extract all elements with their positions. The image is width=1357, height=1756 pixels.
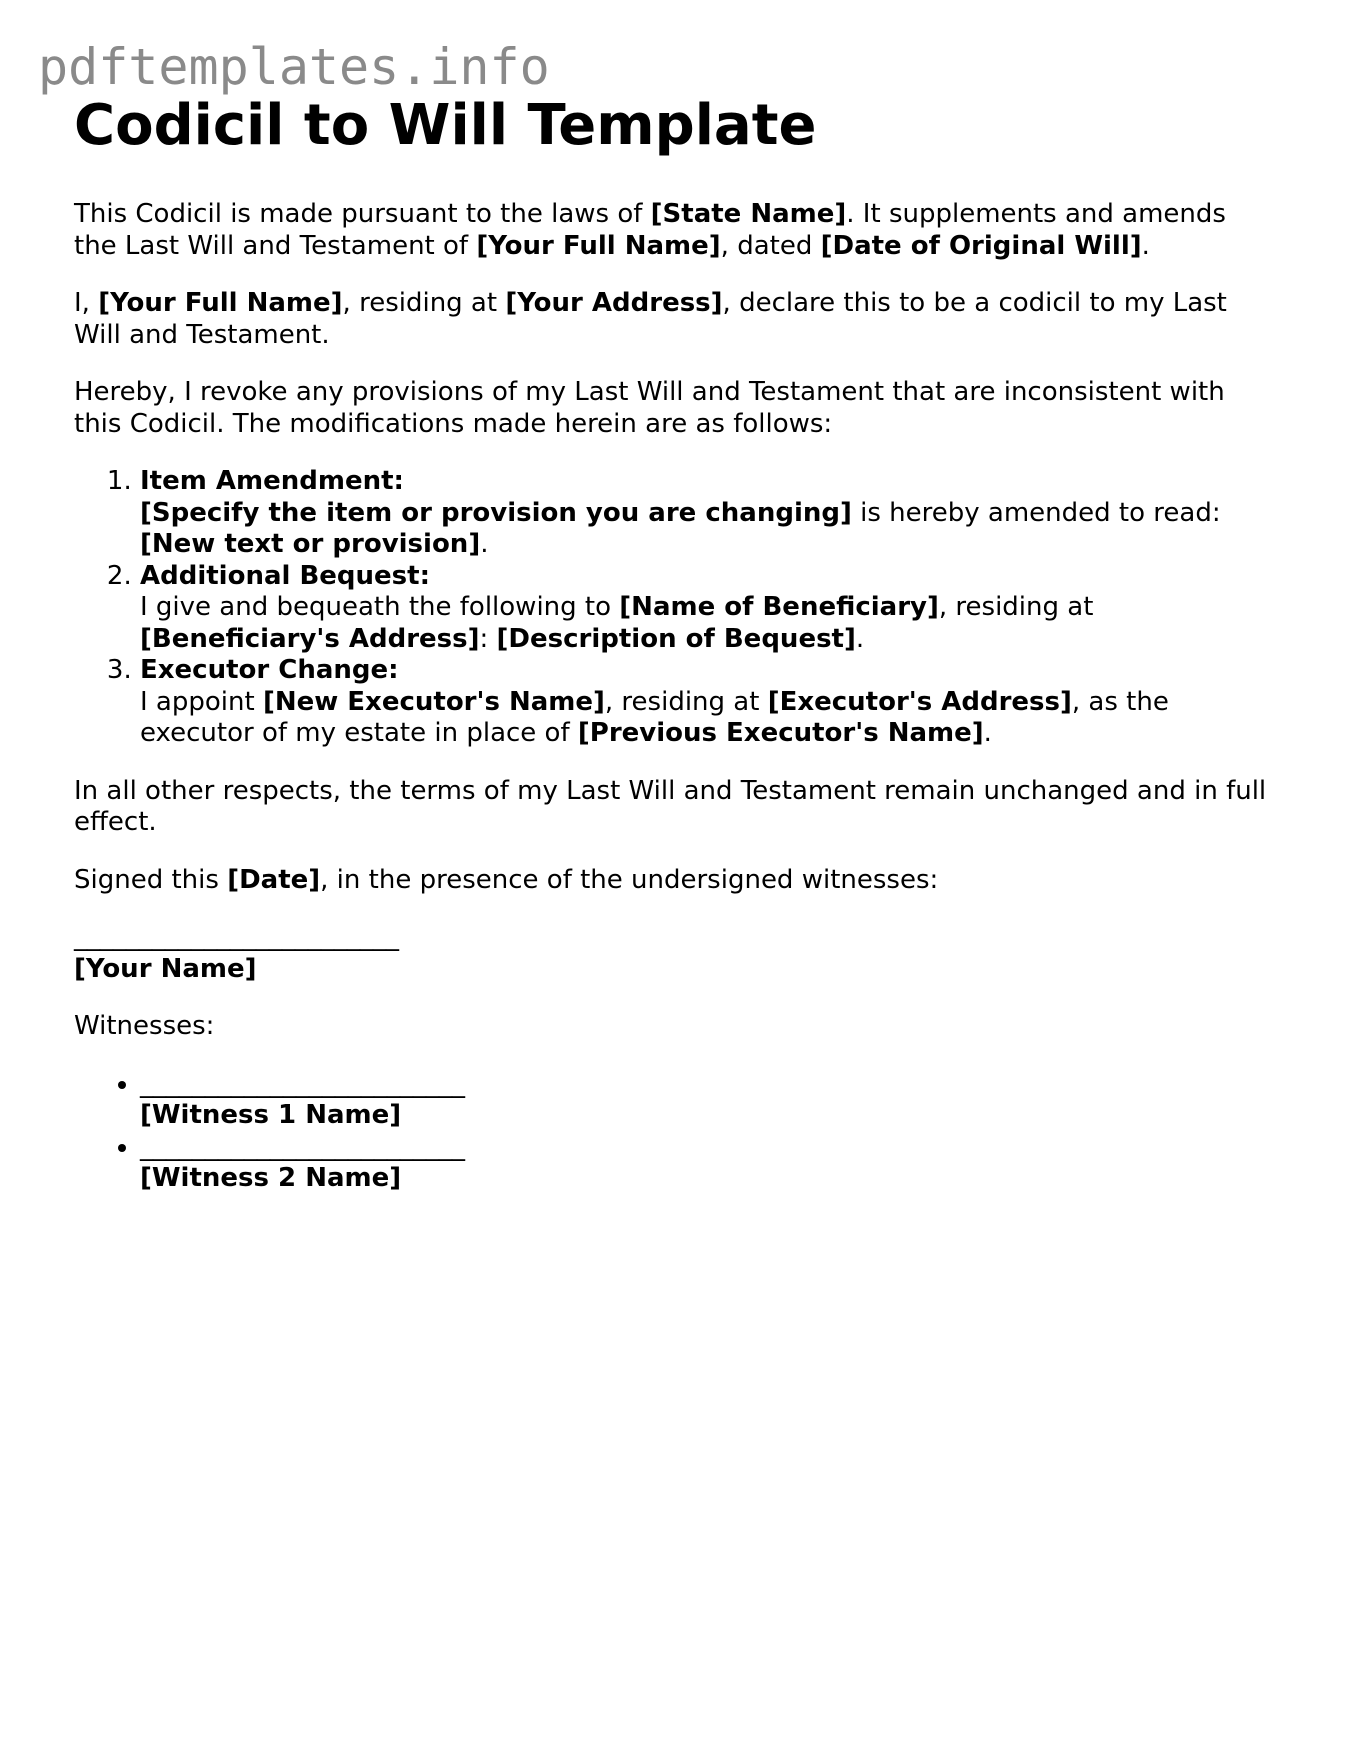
declaration-text: , declare this to be a codicil to my Last Will and Testament. [74,288,1227,350]
executor-address-placeholder: [Executor's Address] [767,686,1072,717]
declaration-text: , residing at [342,288,506,319]
declaration-paragraph [74,288,1274,351]
witness-name-placeholder: [Witness 1 Name] [140,1100,402,1131]
witness-signature-line: _________________________ [140,1131,465,1162]
item-placeholder: [Specify the item or provision you are changing] [140,497,852,528]
state-name-placeholder: [State Name] [650,199,847,230]
address-placeholder: [Your Address] [505,288,723,319]
list-item [140,561,1274,656]
item-heading: Executor Change: [140,655,399,686]
new-text-placeholder: [New text or provision] [140,529,481,560]
signed-paragraph [74,865,1274,897]
unchanged-paragraph: In all other respects, the terms of my Last Will and Testament remain unchanged and in full effect. [74,775,1267,838]
intro-paragraph [74,199,1274,262]
item-text: . [480,529,489,560]
item-text: is hereby amended to read: [851,497,1221,528]
witnesses-label: Witnesses: [74,1011,215,1042]
watermark: pdftemplates.info [38,38,550,96]
full-name-placeholder: [Your Full Name] [98,288,343,319]
beneficiary-address-placeholder: [Beneficiary's Address] [140,623,480,654]
previous-executor-name-placeholder: [Previous Executor's Name] [577,718,984,749]
bequest-description-placeholder: [Description of Bequest] [496,623,856,654]
declaration-text: I, [74,288,99,319]
item-heading: Item Amendment: [140,466,404,497]
intro-text: , dated [720,230,821,261]
item-text: , residing at [938,592,1094,623]
item-heading: Additional Bequest: [140,560,430,591]
signature-block [74,922,1274,985]
item-text: : [479,623,497,654]
full-name-placeholder: [Your Full Name] [476,230,721,261]
item-text: I give and bequeath the following to [140,592,620,623]
item-text: , as the executor of my estate in place of [140,686,1169,749]
list-item [140,1069,1274,1132]
list-item [140,655,1274,750]
modifications-list [74,466,1274,750]
list-item [140,466,1274,561]
intro-text: . It supplements and amends the Last Will and Testament of [74,199,1226,261]
item-text: . [855,623,865,654]
revoke-paragraph: Hereby, I revoke any provisions of my Last Will and Testament that are inconsistent with this Codicil. The modifications made herein are as follows: [74,377,1225,439]
witness-signature-line: _________________________ [140,1068,465,1099]
document-title: Codicil to Will Template [74,93,817,158]
witnesses-list [74,1069,1274,1195]
intro-text: This Codicil is made pursuant to the laws of [74,199,651,230]
signature-line: _________________________ [74,922,399,953]
beneficiary-name-placeholder: [Name of Beneficiary] [619,592,939,623]
item-text: . [983,718,992,749]
signer-name-placeholder: [Your Name] [74,953,257,984]
date-placeholder: [Date] [227,864,321,895]
document-body [74,199,1274,1195]
item-text: I appoint [140,686,263,717]
item-text: , residing at [604,686,768,717]
original-will-date-placeholder: [Date of Original Will] [820,230,1142,261]
signed-text: Signed this [74,864,228,895]
list-item [140,1132,1274,1195]
witness-name-placeholder: [Witness 2 Name] [140,1163,402,1194]
signed-text: , in the presence of the undersigned witnesses: [320,864,939,895]
document-page [74,92,1274,1195]
new-executor-name-placeholder: [New Executor's Name] [262,686,605,717]
intro-text: . [1141,230,1150,261]
